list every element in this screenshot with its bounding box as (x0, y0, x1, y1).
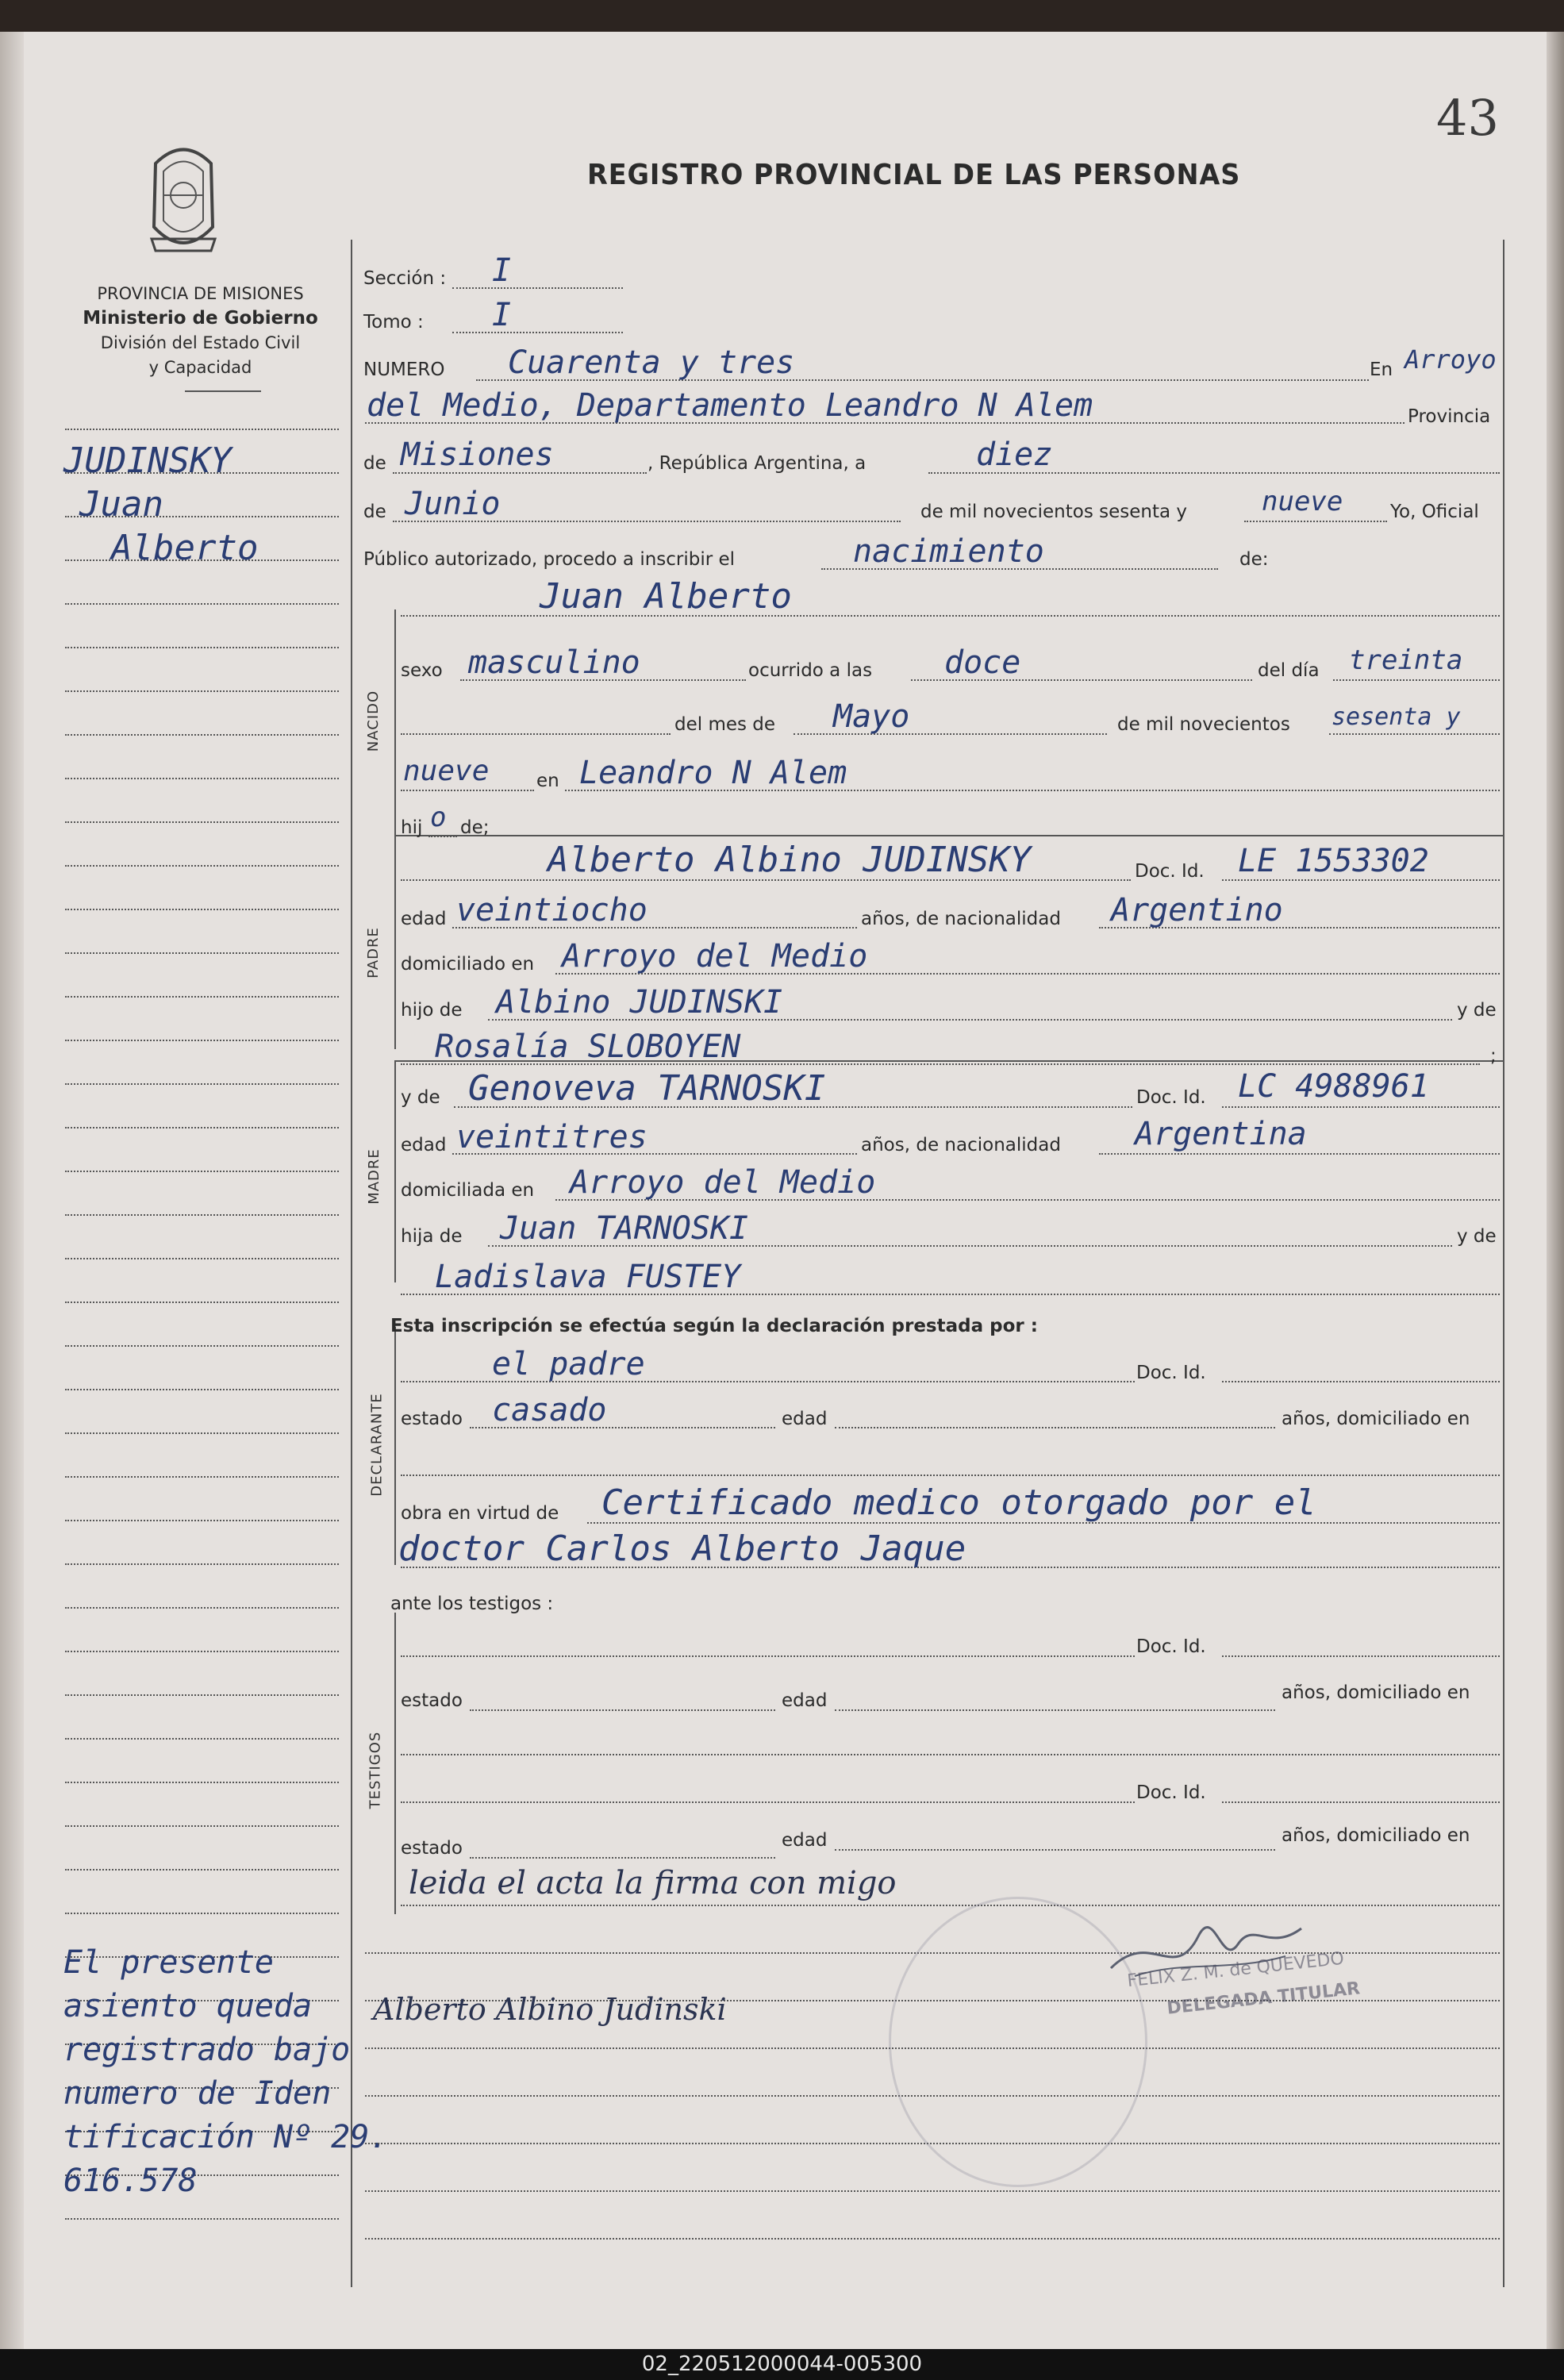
dia-nac-value: treinta (1349, 644, 1463, 676)
book-spine (0, 32, 24, 2349)
testigo1-estado-line (470, 1709, 775, 1711)
edad-label: edad (401, 909, 447, 929)
left-line (65, 1258, 339, 1259)
testigo1-dom-line (401, 1754, 1500, 1755)
yo-oficial-label: Yo, Oficial (1390, 502, 1479, 522)
madre-madre-value: Ladislava FUSTEY (435, 1259, 741, 1295)
padre-madre-value: Rosalía SLOBOYEN (435, 1029, 741, 1065)
ano-nac1-value: sesenta y (1332, 703, 1461, 731)
left-line (65, 429, 339, 430)
de-label: de (363, 453, 386, 474)
note-line: El presente (63, 1944, 274, 1981)
register-page (0, 32, 1564, 2349)
page-edge (1547, 32, 1564, 2349)
provincia-value: Misiones (401, 436, 554, 473)
ocurrido-label: ocurrido a las (748, 660, 873, 681)
domiciliada-label: domiciliada en (401, 1180, 535, 1201)
testigo2-estado-line (470, 1857, 775, 1859)
sexo-label: sexo (401, 660, 443, 681)
testigo1-edad-label: edad (782, 1690, 828, 1711)
domiciliado-label: domiciliado en (401, 954, 535, 975)
left-line (65, 1651, 339, 1652)
hijo-de-label: hijo de (401, 1000, 463, 1021)
padre-nac-value: Argentino (1111, 892, 1283, 929)
left-line (65, 1607, 339, 1609)
tomo-label: Tomo : (363, 312, 424, 333)
numero-label: NUMERO (363, 359, 445, 380)
del-mes-label: del mes de (674, 714, 776, 735)
left-line (65, 1345, 339, 1347)
testigos-label: ante los testigos : (390, 1594, 554, 1614)
declarante-value: el padre (492, 1346, 645, 1382)
hija-de-label: hija de (401, 1226, 463, 1247)
madre-edad-value: veintitres (456, 1119, 648, 1155)
capacity-name: y Capacidad (148, 358, 252, 377)
left-line (65, 734, 339, 736)
numero-value: Cuarenta y tres (508, 344, 795, 381)
label-madre: MADRE (365, 1148, 382, 1205)
padre-dom-value: Arroyo del Medio (562, 938, 868, 975)
madre-bracket (394, 1060, 396, 1282)
divider (185, 390, 261, 392)
mes-nac-pre-line (401, 733, 671, 735)
declaracion-label: Esta inscripción se efectúa según la declaración prestada por : (390, 1316, 1038, 1336)
madre-doc-line (1222, 1106, 1500, 1108)
madre-anos-nac-label: años, de nacionalidad (861, 1135, 1061, 1155)
division-name: División del Estado Civil (100, 333, 301, 352)
father-signature: Alberto Albino Judinski (373, 1992, 727, 2027)
mil-nov-nac-label: de mil novecientos (1117, 714, 1290, 735)
seccion-value: I (492, 252, 512, 289)
left-line (65, 1738, 339, 1740)
decl-estado-label: estado (401, 1409, 463, 1429)
left-line (65, 1563, 339, 1565)
padre-top-line (394, 835, 1503, 836)
padre-doc-line (1222, 879, 1500, 881)
mes-value: Junio (405, 486, 501, 522)
declarante-bracket (394, 1327, 396, 1565)
obra1-value: Certificado medico otorgado por el (601, 1482, 1316, 1523)
note-line: 616.578 (63, 2163, 198, 2199)
ministry-name: Ministerio de Gobierno (83, 308, 318, 329)
left-line (65, 1214, 339, 1216)
sig-line (365, 2238, 1500, 2240)
ano-nac1-line (1329, 733, 1500, 735)
padre-padre-value: Albino JUDINSKI (496, 984, 783, 1021)
left-line (65, 778, 339, 779)
dia-value: diez (976, 436, 1053, 473)
testigo2-anos-label: años, domiciliado en (1282, 1825, 1470, 1846)
left-name2: Alberto (111, 528, 259, 568)
testigo1-doc-label: Doc. Id. (1136, 1636, 1206, 1657)
madre-edad-label: edad (401, 1135, 447, 1155)
left-line (65, 1083, 339, 1085)
testigo2-line (401, 1801, 1135, 1803)
hij-value: o (430, 802, 447, 833)
de-semicolon-label: de; (460, 817, 490, 838)
lugar1-value: Arroyo (1405, 344, 1497, 375)
lectura-value: leida el acta la firma con migo (409, 1865, 897, 1901)
stamp-name: FELIX Z. M. de QUEVEDO (1126, 1948, 1345, 1992)
provincia-label: Provincia (1408, 406, 1491, 427)
ano-nac2-value: nueve (403, 755, 490, 787)
madre-dom-value: Arroyo del Medio (570, 1164, 876, 1201)
stamp-role: DELEGADA TITULAR (1166, 1978, 1362, 2019)
tomo-line (452, 332, 623, 333)
issuer-block (44, 282, 357, 380)
ano-value: nueve (1262, 486, 1343, 517)
tomo-value: I (492, 297, 512, 333)
testigo2-edad-label: edad (782, 1830, 828, 1851)
ano-nac2-line (401, 790, 534, 791)
testigo1-estado-label: estado (401, 1690, 463, 1711)
note-line: registrado bajo (63, 2032, 351, 2068)
right-border (1503, 240, 1504, 2287)
y-de-madre-label: y de (401, 1087, 440, 1108)
madre-doc-value: LC 4988961 (1238, 1068, 1429, 1105)
left-line (65, 1520, 339, 1521)
province-name: PROVINCIA DE MISIONES (97, 284, 304, 303)
provincial-seal-icon (140, 132, 227, 262)
semicolon-label: ; (1490, 1046, 1497, 1067)
madre-nac-line (1099, 1153, 1500, 1155)
madre-doc-label: Doc. Id. (1136, 1087, 1206, 1108)
testigo1-edad-line (835, 1709, 1275, 1711)
acto-value: nacimiento (853, 533, 1044, 570)
left-line (65, 952, 339, 954)
en-nac-label: en (536, 771, 559, 791)
testigo2-estado-label: estado (401, 1838, 463, 1859)
testigo1-doc-line (1222, 1655, 1500, 1657)
de-label: de (363, 502, 386, 522)
testigo2-edad-line (835, 1849, 1275, 1851)
padre-bracket (394, 835, 396, 1049)
de-colon-label: de: (1239, 549, 1269, 570)
mil-nov-label: de mil novecientos sesenta y (920, 502, 1187, 522)
madre-nac-value: Argentina (1135, 1116, 1307, 1152)
column-divider (351, 240, 352, 2287)
sexo-value: masculino (468, 644, 640, 681)
seccion-label: Sección : (363, 268, 447, 289)
decl-doc-line (1222, 1381, 1500, 1382)
left-line (65, 1127, 339, 1128)
padre-doc-label: Doc. Id. (1135, 861, 1205, 882)
obra-label: obra en virtud de (401, 1503, 559, 1524)
testigo1-anos-label: años, domiciliado en (1282, 1682, 1470, 1703)
left-line (65, 1476, 339, 1478)
padre-value: Alberto Albino JUDINSKY (548, 840, 1032, 880)
left-line (65, 1694, 339, 1696)
left-line (65, 821, 339, 823)
left-line (65, 909, 339, 910)
label-nacido: NACIDO (365, 690, 382, 752)
decl-edad-line (835, 1427, 1275, 1428)
left-line (65, 647, 339, 648)
left-line (65, 1171, 339, 1172)
en-label: En (1370, 359, 1393, 380)
decl-dom-line (401, 1475, 1500, 1476)
page-title: REGISTRO PROVINCIAL DE LAS PERSONAS (587, 159, 1241, 191)
ano-line (1244, 521, 1387, 522)
left-surname: JUDINSKY (63, 440, 232, 481)
label-testigos: TESTIGOS (367, 1731, 384, 1809)
testigos-bracket (394, 1613, 396, 1914)
label-padre: PADRE (364, 927, 382, 979)
mes-nac-value: Mayo (833, 698, 910, 735)
decl-anos-label: años, domiciliado en (1282, 1409, 1470, 1429)
republica-label: , República Argentina, a (648, 453, 867, 474)
nacido-bracket (394, 609, 396, 848)
padre-doc-value: LE 1553302 (1238, 843, 1429, 879)
y-de-label: y de (1457, 1000, 1497, 1021)
sig-line (365, 2190, 1500, 2192)
left-line (65, 1389, 339, 1390)
lugar-nac-value: Leandro N Alem (579, 755, 847, 791)
hij-line (428, 836, 457, 837)
left-line (65, 1869, 339, 1871)
decl-doc-label: Doc. Id. (1136, 1363, 1206, 1383)
page-number: 43 (1436, 89, 1499, 147)
lectura-line (401, 1905, 1500, 1906)
nombre-value: Juan Alberto (540, 576, 792, 617)
testigo2-doc-line (1222, 1801, 1500, 1803)
decl-estado-value: casado (492, 1392, 607, 1428)
testigo1-line (401, 1655, 1135, 1657)
note-line: numero de Iden (63, 2075, 332, 2112)
left-line (65, 1825, 339, 1827)
image-id-footer: 02_220512000044-005300 (0, 2349, 1564, 2380)
left-line (65, 1782, 339, 1783)
obra2-value: doctor Carlos Alberto Jaque (398, 1528, 966, 1569)
left-name1: Juan (79, 484, 163, 525)
del-dia-label: del día (1258, 660, 1320, 681)
madre-padre-value: Juan TARNOSKI (500, 1210, 749, 1247)
decl-edad-label: edad (782, 1409, 828, 1429)
left-line (65, 603, 339, 605)
padre-edad-value: veintiocho (456, 892, 648, 929)
left-line (65, 2218, 339, 2220)
left-line (65, 1302, 339, 1303)
left-line (65, 690, 339, 692)
left-line (65, 865, 339, 867)
publico-label: Público autorizado, procedo a inscribir el (363, 549, 736, 570)
hora-value: doce (944, 644, 1021, 681)
madre-value: Genoveva TARNOSKI (468, 1068, 826, 1109)
madre-y-de-label: y de (1457, 1226, 1497, 1247)
seccion-line (452, 287, 623, 289)
note-line: tificación Nº 29. (63, 2119, 389, 2155)
left-line (65, 1913, 339, 1914)
testigo2-doc-label: Doc. Id. (1136, 1782, 1206, 1803)
note-line: asiento queda (63, 1988, 313, 2024)
anos-nac-label: años, de nacionalidad (861, 909, 1061, 929)
label-declarante: DECLARANTE (368, 1393, 386, 1497)
hij-label: hij (401, 817, 423, 838)
left-line (65, 996, 339, 998)
lugar2-value: del Medio, Departamento Leandro N Alem (367, 387, 1093, 424)
left-line (65, 1432, 339, 1434)
dia-nac-line (1333, 679, 1500, 681)
left-line (65, 1040, 339, 1041)
